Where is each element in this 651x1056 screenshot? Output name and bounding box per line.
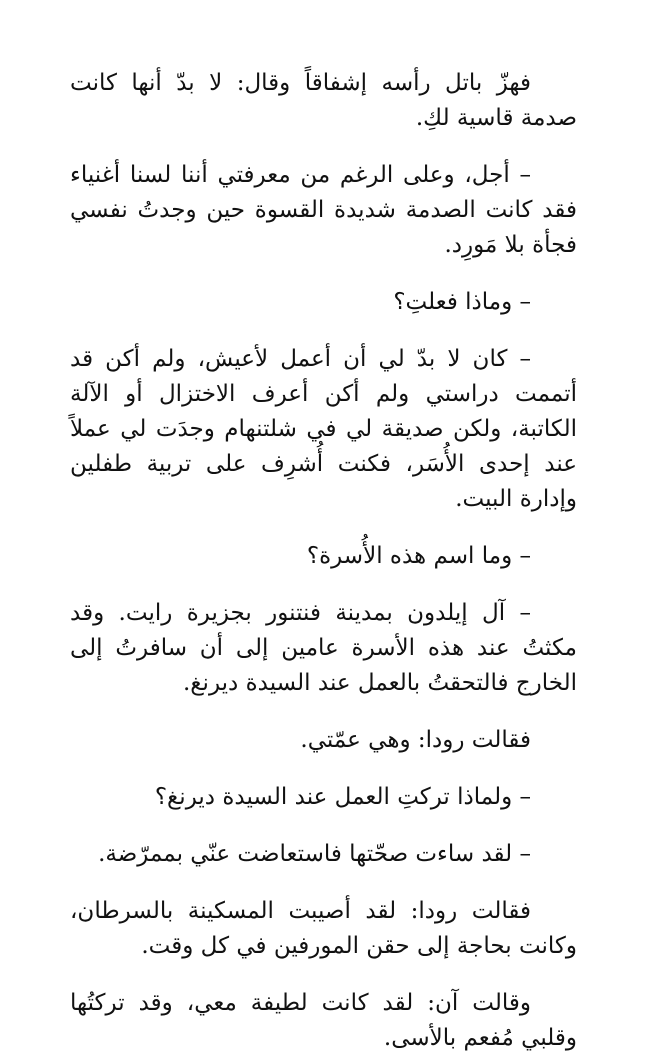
paragraph-10: فقالت رودا: لقد أصيبت المسكينة بالسرطان، وكانت بحاجة إلى حقن المورفين في كل وقت.	[70, 898, 577, 959]
paragraph-6: – آل إيلدون بمدينة فنتنور بجزيرة رايت. وقد مكثتُ عند هذه الأسرة عامين إلى أن سافرتُ إلى الخارج فالتحقتُ بالعمل عند السيدة ديرنغ.	[70, 600, 577, 696]
paragraph-11: وقالت آن: لقد كانت لطيفة معي، وقد تركتُها وقلبي مُفعم بالأسى.	[70, 990, 577, 1051]
paragraph-9: – لقد ساءت صحّتها فاستعاضت عنّي بممرّضة.	[98, 841, 531, 867]
paragraph-8: – ولماذا تركتِ العمل عند السيدة ديرنغ؟	[154, 784, 531, 810]
paragraph-7: فقالت رودا: وهي عمّتي.	[300, 727, 531, 753]
paragraph-4: – كان لا بدّ لي أن أعمل لأعيش، ولم أكن قد أتممت دراستي ولم أكن أعرف الاختزال أو الآلة الكاتبة، ولكن صديقة لي في شلتنهام وجدَت لي عملاً عند إحدى الأُسَر، فكنت أُشرِف على تربية طفلين وإدارة البيت.	[70, 346, 577, 512]
paragraph-5: – وما اسم هذه الأُسرة؟	[306, 543, 531, 569]
paragraph-2: – أجل، وعلى الرغم من معرفتي أننا لسنا أغنياء فقد كانت الصدمة شديدة القسوة حين وجدتُ نفسي فجأة بلا مَورِد.	[70, 162, 577, 258]
paragraph-1: فهزّ باتل رأسه إشفاقاً وقال: لا بدّ أنها كانت صدمة قاسية لكِ.	[70, 70, 577, 131]
paragraph-3: – وماذا فعلتِ؟	[393, 289, 531, 315]
